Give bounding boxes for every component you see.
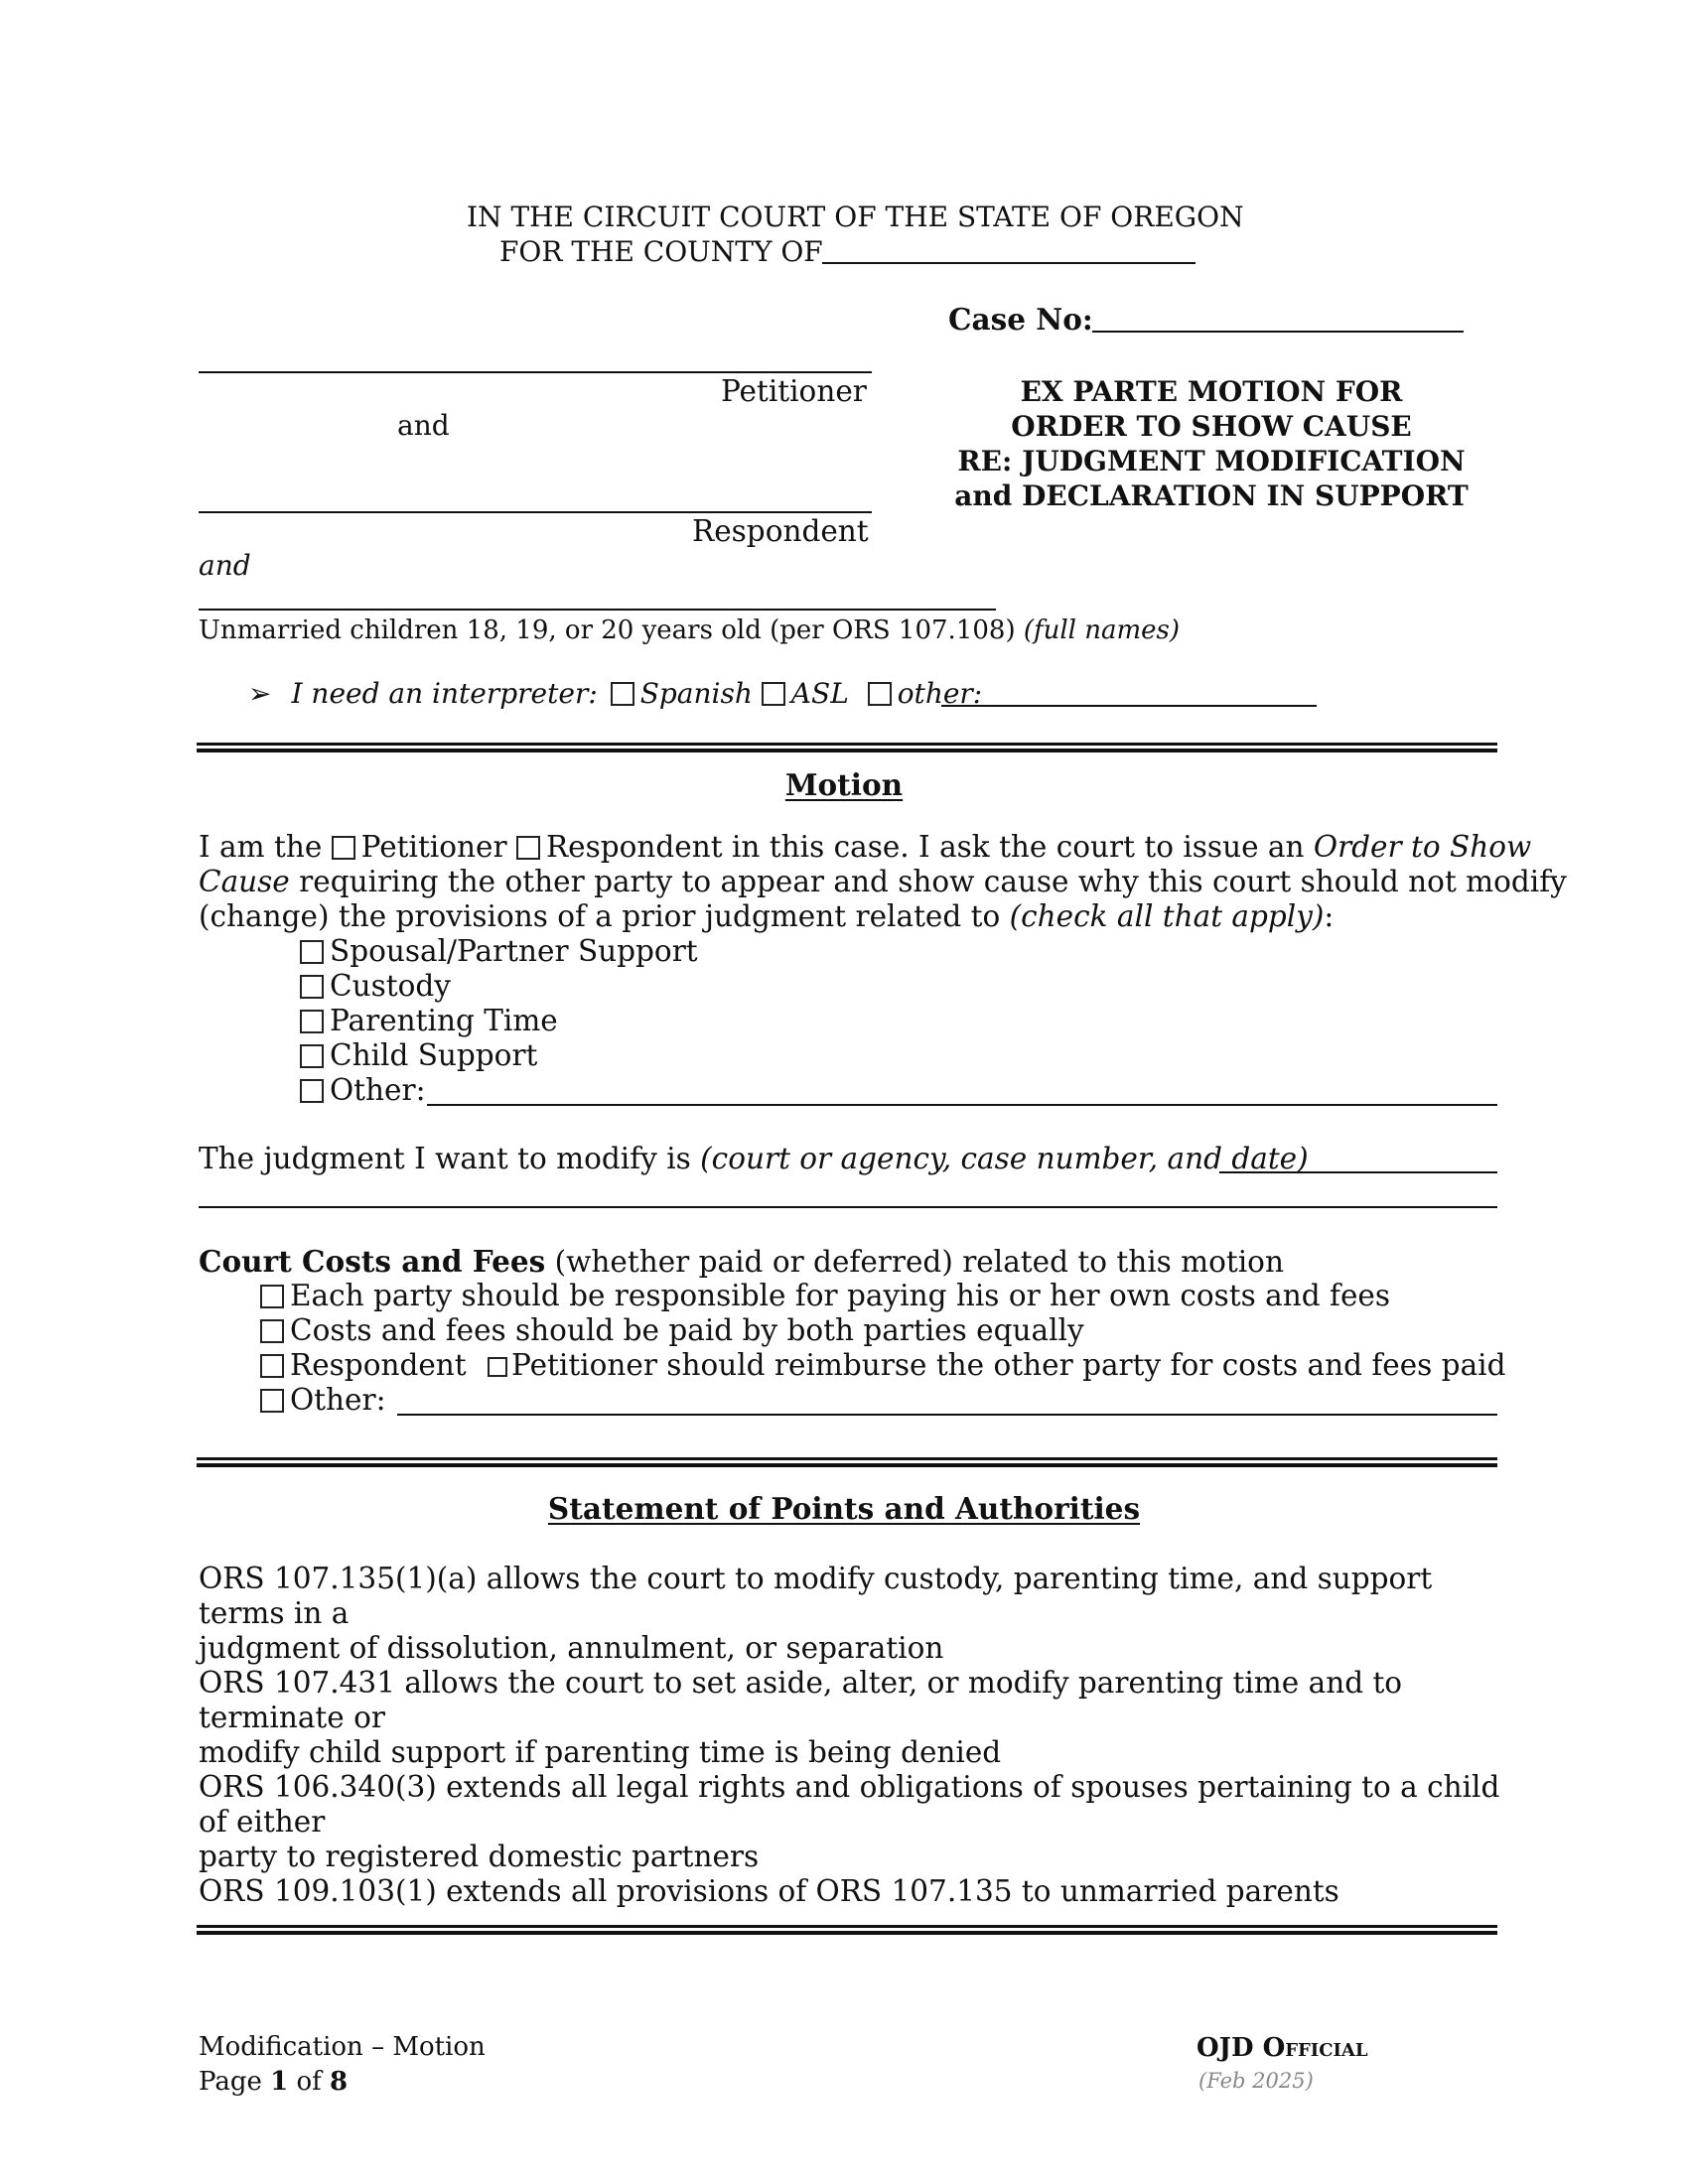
form-date: (Feb 2025)	[1198, 2069, 1314, 2093]
own-costs-checkbox[interactable]	[260, 1285, 284, 1308]
petitioner-name-field[interactable]	[199, 371, 872, 373]
costs-option-1[interactable]: Each party should be responsible for paying his or her own costs and fees	[260, 1279, 1390, 1312]
court-heading: IN THE CIRCUIT COURT OF THE STATE OF OREGON	[467, 201, 1244, 233]
costs-heading: Court Costs and Fees (whether paid or deferred) related to this motion	[199, 1244, 1284, 1279]
option-parenting-time[interactable]: Parenting Time	[300, 1004, 558, 1037]
respondent-reimburse-checkbox[interactable]	[260, 1354, 284, 1378]
ojd-official-label: OJD Official	[1196, 2033, 1368, 2063]
authority-paragraph-2: ORS 107.431 allows the court to set aside, alter, or modify parenting time and to terminate or modify child support if parenting time is being denied	[199, 1666, 1403, 1769]
petitioner-checkbox[interactable]	[332, 836, 355, 860]
children-names-field[interactable]	[199, 609, 996, 611]
petitioner-label: Petitioner	[721, 374, 867, 408]
and-italic-label: and	[199, 549, 251, 582]
option-other[interactable]: Other:	[300, 1073, 426, 1107]
title-line-2: ORDER TO SHOW CAUSE	[1011, 410, 1412, 443]
petitioner-reimburse-checkbox[interactable]	[488, 1357, 507, 1377]
judgment-line: The judgment I want to modify is (court or agency, case number, and date)	[199, 1142, 1309, 1175]
case-no-field[interactable]	[1092, 331, 1464, 333]
section-divider	[197, 743, 1497, 752]
county-label: FOR THE COUNTY OF	[499, 235, 823, 268]
respondent-label: Respondent	[692, 514, 869, 548]
option-spousal-support[interactable]: Spousal/Partner Support	[300, 934, 698, 968]
case-no-label: Case No:	[948, 302, 1093, 337]
other-costs-checkbox[interactable]	[260, 1389, 284, 1413]
judgment-field-2[interactable]	[199, 1206, 1497, 1208]
authority-paragraph-4: ORS 109.103(1) extends all provisions of ORS 107.135 to unmarried parents	[199, 1874, 1339, 1908]
other-modification-checkbox[interactable]	[300, 1079, 324, 1103]
document-title	[953, 374, 1470, 513]
section-divider	[197, 1925, 1497, 1935]
parenting-time-checkbox[interactable]	[300, 1010, 324, 1033]
option-custody[interactable]: Custody	[300, 969, 451, 1003]
option-child-support[interactable]: Child Support	[300, 1038, 537, 1072]
children-label: Unmarried children 18, 19, or 20 years old (per ORS 107.108) (full names)	[199, 615, 1181, 645]
asl-checkbox[interactable]	[762, 682, 785, 706]
title-line-3: RE: JUDGMENT MODIFICATION	[957, 445, 1466, 478]
footer-page-number: Page 1 of 8	[199, 2067, 349, 2097]
other-language-checkbox[interactable]	[868, 682, 892, 706]
other-modification-field[interactable]	[427, 1104, 1497, 1106]
title-line-4: and DECLARATION IN SUPPORT	[954, 479, 1469, 512]
title-line-1: EX PARTE MOTION FOR	[1020, 375, 1403, 408]
other-costs-field[interactable]	[397, 1414, 1497, 1416]
spanish-checkbox[interactable]	[611, 682, 634, 706]
equal-costs-checkbox[interactable]	[260, 1319, 284, 1343]
spousal-support-checkbox[interactable]	[300, 940, 324, 964]
motion-line-2: Cause requiring the other party to appear and show cause why this court should not modify	[199, 865, 1567, 898]
respondent-checkbox[interactable]	[516, 836, 540, 860]
motion-heading: Motion	[784, 767, 904, 802]
and-label: and	[397, 409, 450, 442]
costs-option-3[interactable]: Respondent Petitioner should reimburse the other party for costs and fees paid	[260, 1348, 1505, 1382]
other-language-field[interactable]	[941, 705, 1317, 707]
motion-line-1: I am the Petitioner Respondent in this case. I ask the court to issue an Order to Show	[199, 830, 1532, 864]
costs-option-2[interactable]: Costs and fees should be paid by both parties equally	[260, 1313, 1084, 1347]
section-divider	[197, 1457, 1497, 1467]
custody-checkbox[interactable]	[300, 975, 324, 999]
authority-paragraph-1: ORS 107.135(1)(a) allows the court to modify custody, parenting time, and support terms in a judgment of dissolution, annulment, or separation	[199, 1562, 1433, 1665]
child-support-checkbox[interactable]	[300, 1044, 324, 1068]
costs-option-4[interactable]: Other:	[260, 1383, 386, 1417]
authorities-heading: Statement of Points and Authorities	[547, 1491, 1141, 1526]
footer-form-name: Modification – Motion	[199, 2032, 486, 2062]
authority-paragraph-3: ORS 106.340(3) extends all legal rights and obligations of spouses pertaining to a child of either party to registered domestic partners	[199, 1770, 1500, 1873]
arrow-bullet-icon: ➢	[248, 677, 272, 710]
respondent-name-field[interactable]	[199, 511, 872, 513]
judgment-field-1[interactable]	[1219, 1171, 1497, 1173]
motion-line-3: (change) the provisions of a prior judgment related to (check all that apply):	[199, 899, 1335, 933]
interpreter-row: ➢ I need an interpreter: Spanish ASL other:	[248, 677, 983, 710]
county-field[interactable]	[822, 262, 1196, 264]
